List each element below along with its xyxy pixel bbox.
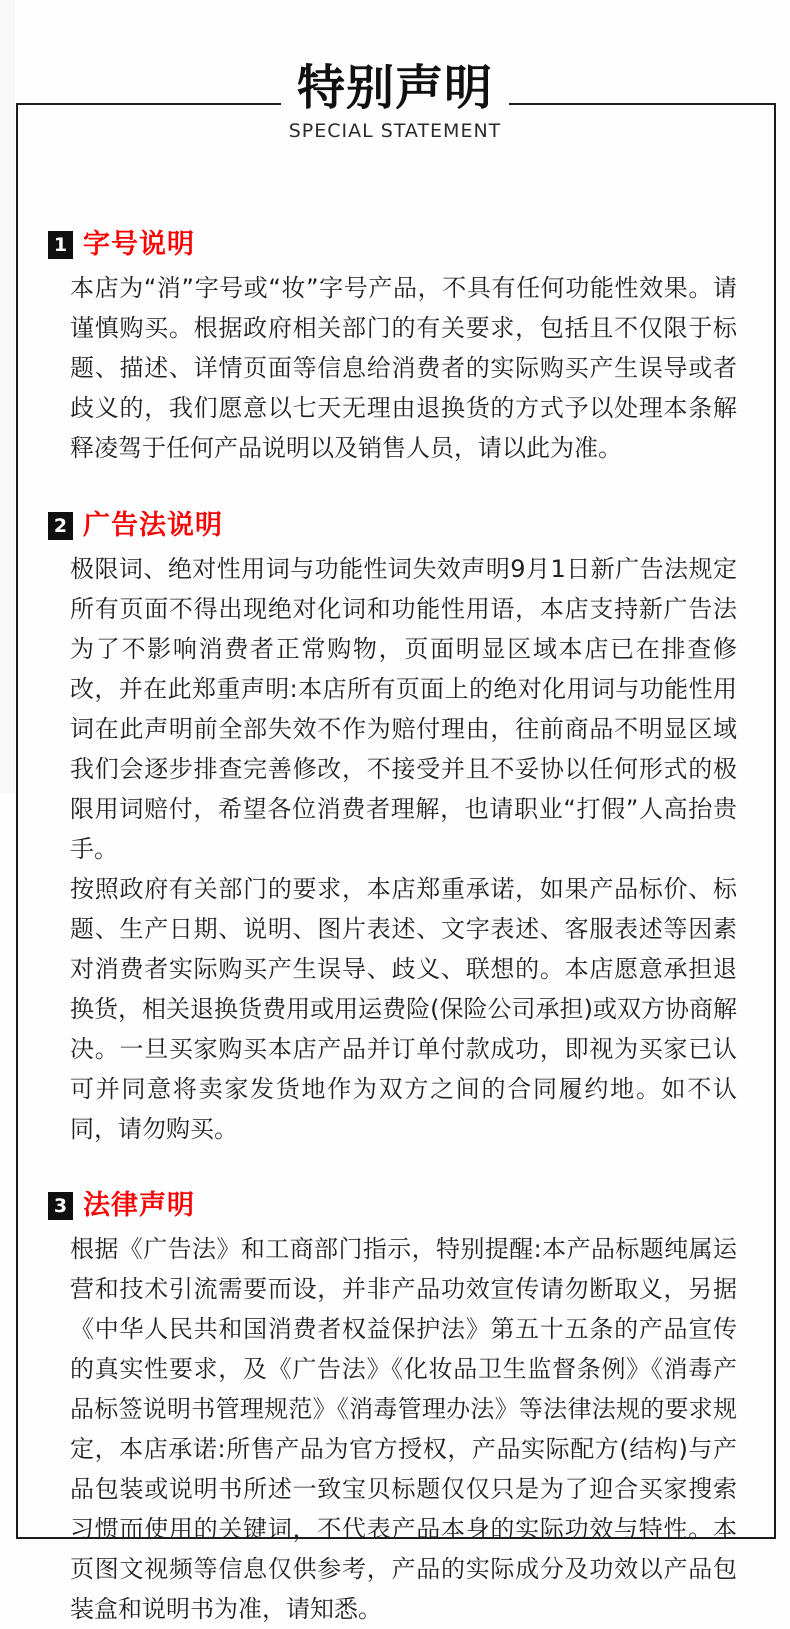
section-legal-statement <box>48 1192 737 1629</box>
section-paragraph: 本店为“消”字号或“妆”字号产品，不具有任何功能性效果。请谨慎购买。根据政府相关部门的有关要求，包括且不仅限于标题、描述、详情页面等信息给消费者的实际购买产生误导或者歧义的，我们愿意以七天无理由退换货的方式予以处理本条解释凌驾于任何产品说明以及销售人员，请以此为准。 <box>70 274 737 462</box>
section-body <box>70 1229 737 1629</box>
section-paragraph: 按照政府有关部门的要求，本店郑重承诺，如果产品标价、标题、生产日期、说明、图片表述、文字表述、客服表述等因素对消费者实际购买产生误导、歧义、联想的。本店愿意承担退换货，相关退换货费用或用运费险(保险公司承担)或双方协商解决。一旦买家购买本店产品并订单付款成功，即视为买家已认可并同意将卖家发货地作为双方之间的合同履约地。如不认同，请勿购买。 <box>70 875 737 1143</box>
section-header <box>48 1192 737 1220</box>
section-paragraph: 极限词、绝对性用词与功能性词失效声明9月1日新广告法规定所有页面不得出现绝对化词和功能性用语，本店支持新广告法为了不影响消费者正常购物，页面明显区域本店已在排查修改，并在此郑重声明:本店所有页面上的绝对化用词与功能性用词在此声明前全部失效不作为赔付理由，往前商品不明显区域我们会逐步排查完善修改，不接受并且不妥协以任何形式的极限用词赔付，希望各位消费者理解，也请职业“打假”人高抬贵手。 <box>70 555 737 863</box>
section-font-size-statement <box>48 231 737 468</box>
section-heading: 法律声明 <box>83 1190 195 1221</box>
section-header <box>48 231 737 259</box>
section-body <box>70 268 737 468</box>
section-heading: 字号说明 <box>83 229 195 260</box>
page-header <box>0 0 790 141</box>
section-body <box>70 549 737 1149</box>
page-title: 特别声明 <box>281 64 509 112</box>
section-header <box>48 512 737 540</box>
section-number-badge: 1 <box>48 231 73 259</box>
section-heading: 广告法说明 <box>83 510 223 541</box>
section-number-badge: 3 <box>48 1192 73 1220</box>
section-number-badge: 2 <box>48 512 73 540</box>
statement-box <box>16 103 776 1623</box>
statement-box-content <box>18 105 774 1629</box>
page-subtitle: SPECIAL STATEMENT <box>288 120 502 142</box>
section-ad-law-statement <box>48 512 737 1149</box>
section-paragraph: 根据《广告法》和工商部门指示，特别提醒:本产品标题纯属运营和技术引流需要而设，并非产品功效宣传请勿断取义，另据《中华人民共和国消费者权益保护法》第五十五条的产品宣传的真实性要求，及《广告法》《化妆品卫生监督条例》《消毒产品标签说明书管理规范》《消毒管理办法》等法律法规的要求规定，本店承诺:所售产品为官方授权，产品实际配方(结构)与产品包装或说明书所述一致宝贝标题仅仅只是为了迎合买家搜索习惯而使用的关键词，不代表产品本身的实际功效与特性。本页图文视频等信息仅供参考，产品的实际成分及功效以产品包装盒和说明书为准，请知悉。 <box>70 1235 737 1623</box>
